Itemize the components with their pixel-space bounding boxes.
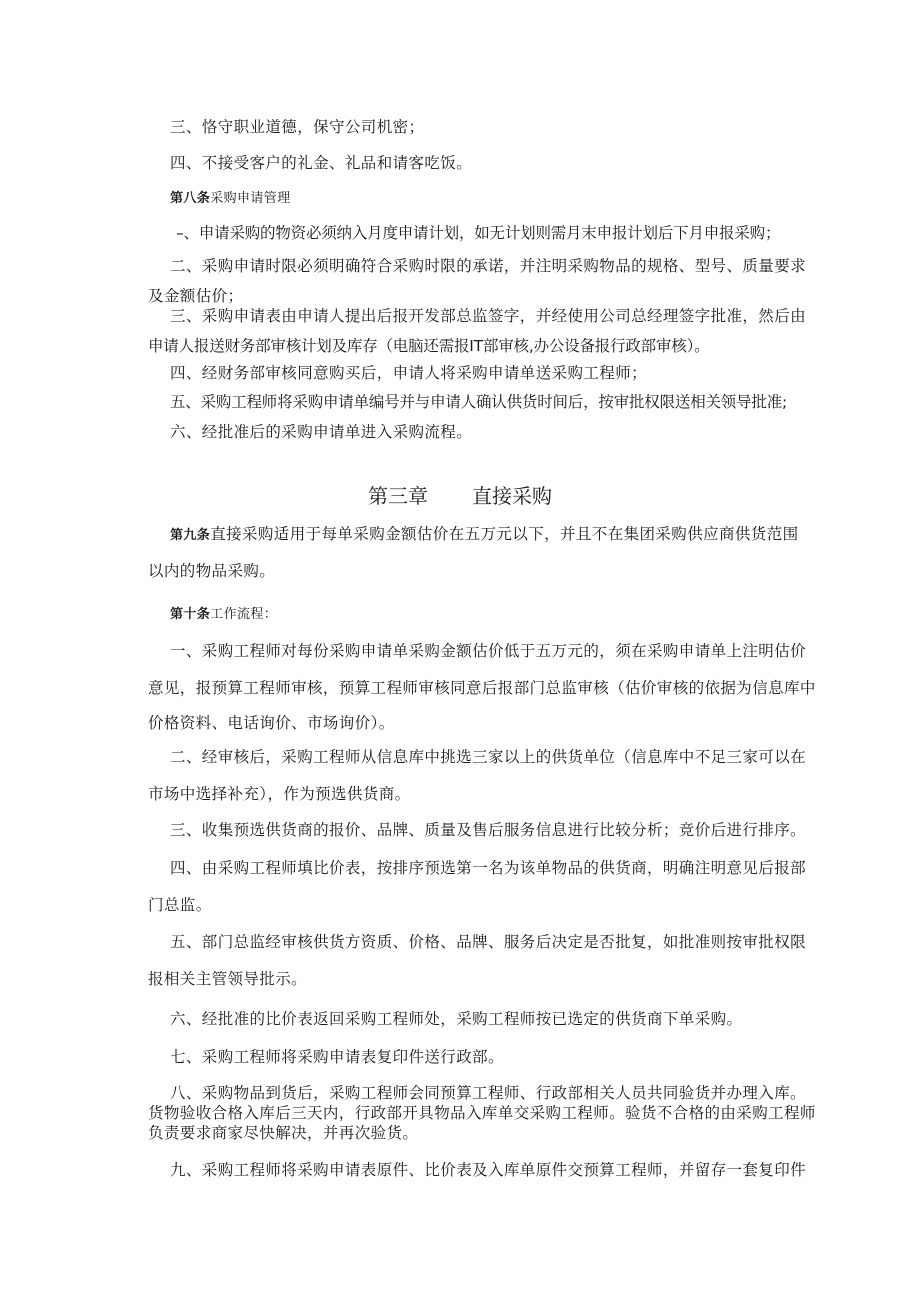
paragraph: 九、采购工程师将采购申请表原件、比价表及入库单原件交预算工程师，并留存一套复印件 [170, 1161, 807, 1179]
paragraph: 一、采购工程师对每份采购申请单采购金额估价低于五万元的，须在采购申请单上注明估价 [170, 642, 807, 660]
article-label: 第九条 [170, 528, 211, 543]
paragraph: 三、收集预选供货商的报价、品牌、质量及售后服务信息进行比较分析；竞价后进行排序。 [170, 821, 807, 839]
paragraph-cont: 及金额估价； [148, 287, 244, 305]
paragraph: 六、经批准后的采购申请单进入采购流程。 [170, 423, 473, 441]
article-label: 第十条 [170, 607, 211, 622]
paragraph: 三、采购申请表由申请人提出后报开发部总监签字，并经使用公司总经理签字批准，然后由 [170, 307, 807, 325]
paragraph: –、申请采购的物资必须纳入月度申请计划，如无计划则需月末申报计划后下月申报采购； [176, 224, 781, 242]
article-label: 第八条 [170, 191, 211, 206]
article-text: 直接采购适用于每单采购金额估价在五万元以下，并且不在集团采购供应商供货范围 [210, 525, 799, 543]
article-title: 工作流程： [210, 607, 278, 622]
paragraph-cont: 申请人报送财务部审核计划及库存（电脑还需报IT部审核,办公设备报行政部审核）。 [148, 337, 710, 355]
chapter-heading [0, 484, 920, 508]
article-paragraph [170, 525, 799, 545]
paragraph: 二、经审核后，采购工程师从信息库中挑选三家以上的供货单位（信息库中不足三家可以在 [170, 748, 807, 766]
paragraph: 七、采购工程师将采购申请表复印件送行政部。 [170, 1048, 504, 1066]
paragraph: 八、采购物品到货后，采购工程师会同预算工程师、行政部相关人员共同验货并办理入库。 [170, 1084, 807, 1102]
chapter-number: 第三章 [368, 484, 428, 508]
chapter-title: 直接采购 [472, 484, 552, 508]
paragraph: 六、经批准的比价表返回采购工程师处，采购工程师按已选定的供货商下单采购。 [170, 1010, 743, 1028]
paragraph: 四、不接受客户的礼金、礼品和请客吃饭。 [170, 154, 473, 172]
paragraph-cont: 门总监。 [148, 896, 212, 914]
paragraph-cont: 市场中选择补充），作为预选供货商。 [148, 785, 411, 803]
paragraph-cont: 报相关主管领导批示。 [148, 970, 308, 988]
article-heading [170, 606, 277, 624]
paragraph: 三、恪守职业道德，保守公司机密； [170, 118, 425, 136]
paragraph: 五、采购工程师将采购申请单编号并与申请人确认供货时间后，按审批权限送相关领导批准; [170, 393, 788, 411]
paragraph-cont: 货物验收合格入库后三天内，行政部开具物品入库单交采购工程师。验货不合格的由采购工程师 [148, 1104, 816, 1122]
paragraph-cont: 以内的物品采购。 [148, 562, 276, 580]
article-title: 采购申请管理 [210, 191, 291, 206]
paragraph-cont: 意见，报预算工程师审核，预算工程师审核同意后报部门总监审核（估价审核的依据为信息库中 [148, 679, 816, 697]
paragraph-cont: 负责要求商家尽快解决，并再次验货。 [148, 1124, 419, 1142]
paragraph: 四、经财务部审核同意购买后，申请人将采购申请单送采购工程师； [170, 364, 648, 382]
paragraph: 二、采购申请时限必须明确符合采购时限的承诺，并注明采购物品的规格、型号、质量要求 [170, 257, 807, 275]
paragraph: 五、部门总监经审核供货方资质、价格、品牌、服务后决定是否批复，如批准则按审批权限 [170, 933, 807, 951]
article-heading [170, 190, 291, 208]
paragraph-cont: 价格资料、电话询价、市场询价）。 [148, 714, 395, 732]
paragraph: 四、由采购工程师填比价表，按排序预选第一名为该单物品的供货商，明确注明意见后报部 [170, 859, 807, 877]
